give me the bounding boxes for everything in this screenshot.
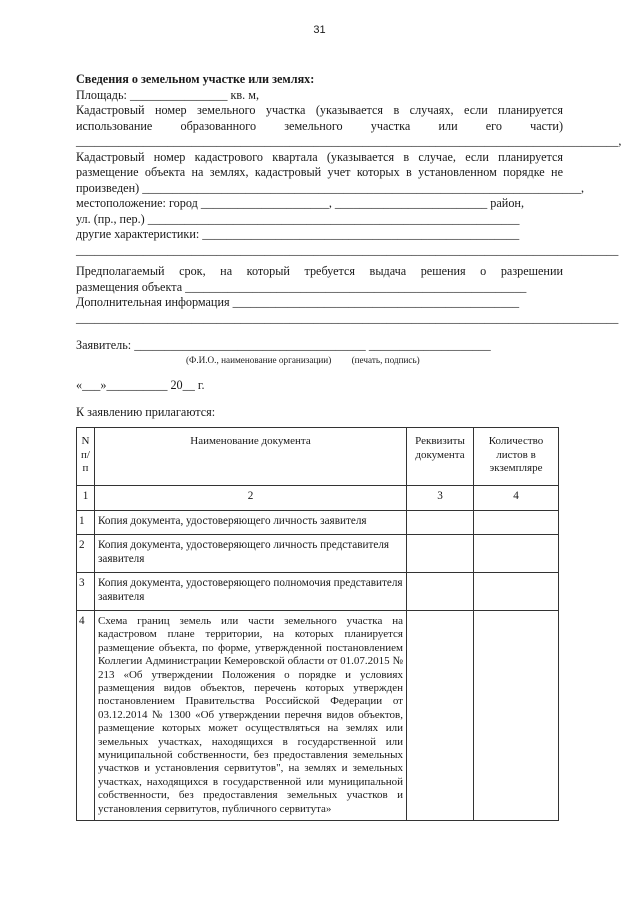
column-number: 2 — [95, 486, 407, 511]
applicant-sign-caption: (печать, подпись) — [351, 354, 420, 365]
table-row — [77, 611, 559, 821]
row-count-cell[interactable] — [474, 511, 559, 535]
attachments-table — [76, 427, 559, 821]
header-number: N п/п — [77, 428, 95, 486]
row-details-cell[interactable] — [407, 573, 474, 611]
term-field[interactable]: размещения объекта ________________________________________________________ — [76, 279, 527, 294]
row-details-cell[interactable] — [407, 611, 474, 821]
other-characteristics-field[interactable]: другие характеристики: ____________________________________________________ — [76, 227, 520, 241]
row-document-name: Копия документа, удостоверяющего полномочия представителя заявителя — [95, 573, 407, 611]
location-field[interactable]: местоположение: город _____________________, _________________________ район, — [76, 196, 524, 210]
header-details: Реквизиты документа — [407, 428, 474, 486]
cadastral-quarter-text: размещение объекта на землях, кадастровый учет которых в установленном порядке не — [76, 165, 563, 179]
land-plot-form — [76, 72, 622, 421]
page-number: 31 — [313, 24, 326, 36]
cadastral-quarter-text: Кадастровый номер кадастрового квартала (указывается в случае, если планируется — [76, 149, 563, 164]
row-number: 2 — [77, 535, 95, 573]
table-row — [77, 535, 559, 573]
attachments-heading: К заявлению прилагаются: — [76, 405, 216, 419]
cadastral-plot-field[interactable]: _________________________________________________________________________________________, — [76, 134, 622, 148]
cadastral-plot-text: использование образованного земельного участка или его части) — [76, 118, 563, 133]
applicant-captions — [76, 354, 563, 366]
table-row — [77, 511, 559, 535]
column-number: 4 — [474, 486, 559, 511]
row-details-cell[interactable] — [407, 511, 474, 535]
cadastral-plot-text: Кадастровый номер земельного участка (указывается в случаях, если планируется — [76, 103, 563, 117]
street-field[interactable]: ул. (пр., пер.) _____________________________________________________________ — [76, 211, 520, 226]
additional-info-field[interactable]: Дополнительная информация _______________________________________________ — [76, 295, 520, 309]
date-field[interactable]: «___»__________ 20__ г. — [76, 377, 205, 392]
row-document-name: Схема границ земель или части земельного участка на кадастровом плане территории, на которых планируется размещение объекта, по форме, утвержденной постановлением Коллегии Администрации Кемеровской области от 01.07.2015 № 213 «Об утверждении Положения о порядке и условиях размещения видов объектов, перечень которых утвержден постановлением Правительства Российской Федерации от 03.12.2014 № 1300 «Об утверждении перечня видов объектов, размещение которых может осуществляться на землях или земельных участках, находящихся в государственной или муниципальной собственности, без предоставления земельных участков и установления сервитутов", на землях и земельных участках, находящихся в государственной или муниципальной собственности, без предоставления земельных участков и установления сервитутов, публичного сервитута» — [95, 611, 407, 821]
cadastral-quarter-field[interactable]: произведен) ________________________________________________________________________, — [76, 180, 585, 195]
section-title: Сведения о земельном участке или землях: — [76, 72, 315, 86]
table-header-row — [77, 428, 559, 486]
row-number: 3 — [77, 573, 95, 611]
header-name: Наименование документа — [95, 428, 407, 486]
row-count-cell[interactable] — [474, 573, 559, 611]
additional-info-blank[interactable]: _________________________________________________________________________________________ — [76, 310, 619, 325]
area-field[interactable]: Площадь: ________________ кв. м, — [76, 87, 260, 102]
table-row — [77, 573, 559, 611]
header-count: Количество листов в экземпляре — [474, 428, 559, 486]
column-number: 3 — [407, 486, 474, 511]
row-count-cell[interactable] — [474, 535, 559, 573]
row-details-cell[interactable] — [407, 535, 474, 573]
row-number: 4 — [77, 611, 95, 821]
blank-line[interactable]: _________________________________________________________________________________________ — [76, 242, 619, 257]
row-number: 1 — [77, 511, 95, 535]
column-number: 1 — [77, 486, 95, 511]
applicant-field[interactable]: Заявитель: ______________________________________ ____________________ — [76, 338, 491, 352]
row-count-cell[interactable] — [474, 611, 559, 821]
row-document-name: Копия документа, удостоверяющего личность заявителя — [95, 511, 407, 535]
column-number-row — [77, 486, 559, 511]
applicant-name-caption: (Ф.И.О., наименование организации) — [186, 354, 332, 365]
row-document-name: Копия документа, удостоверяющего личность представителя заявителя — [95, 535, 407, 573]
term-text: Предполагаемый срок, на который требуется выдача решения о разрешении — [76, 264, 563, 278]
